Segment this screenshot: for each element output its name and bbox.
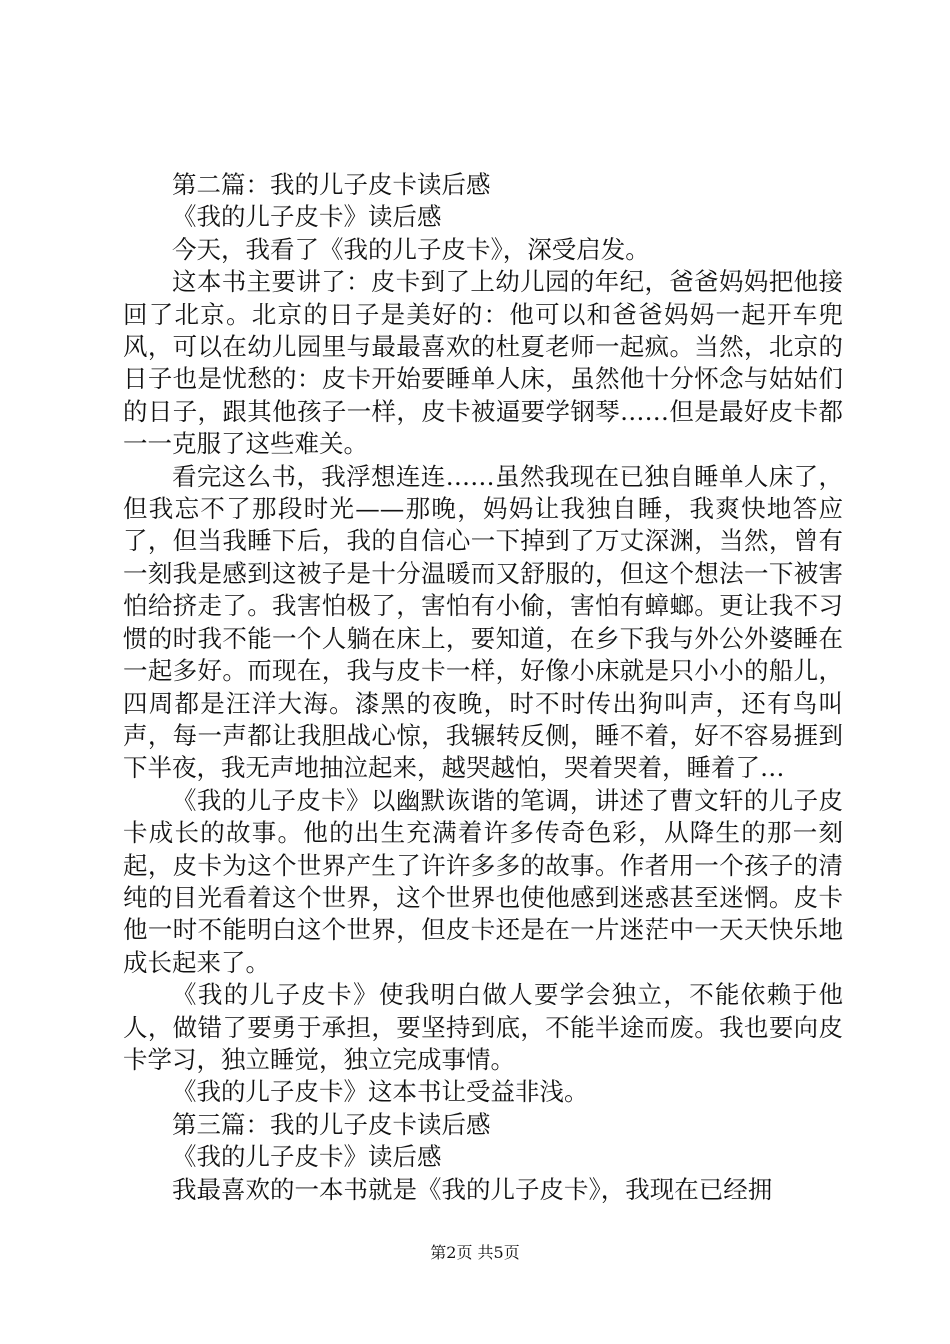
- paragraph: 这本书主要讲了：皮卡到了上幼儿园的年纪，爸爸妈妈把他接回了北京。北京的日子是美好的：他可以和爸爸妈妈一起开车兜风，可以在幼儿园里与最最喜欢的杜夏老师一起疯。当然，北京的日子也是忧愁的：皮卡开始要睡单人床，虽然他十分怀念与姑姑们的日子，跟其他孩子一样，皮卡被逼要学钢琴……但是最好皮卡都一一克服了这些难关。: [123, 267, 843, 459]
- page-number-footer: 第2页 共5页: [430, 1243, 520, 1262]
- paragraph: 《我的儿子皮卡》使我明白做人要学会独立，不能依赖于他人，做错了要勇于承担，要坚持到底，不能半途而废。我也要向皮卡学习，独立睡觉，独立完成事情。: [123, 980, 843, 1074]
- paragraph: 我最喜欢的一本书就是《我的儿子皮卡》，我现在已经拥: [172, 1174, 773, 1204]
- section-heading: 第二篇：我的儿子皮卡读后感: [172, 170, 491, 199]
- article-title: 《我的儿子皮卡》读后感: [172, 202, 442, 232]
- document-body: [123, 169, 843, 1206]
- paragraph: 看完这么书，我浮想连连……虽然我现在已独自睡单人床了，但我忘不了那段时光——那晚，妈妈让我独自睡，我爽快地答应了，但当我睡下后，我的自信心一下掉到了万丈深渊，当然，曾有一刻我是感到这被子是十分温暖而又舒服的，但这个想法一下被害怕给挤走了。我害怕极了，害怕有小偷，害怕有蟑螂。更让我不习惯的时我不能一个人躺在床上，要知道，在乡下我与外公外婆睡在一起多好。而现在，我与皮卡一样，好像小床就是只小小的船儿，四周都是汪洋大海。漆黑的夜晚，时不时传出狗叫声，还有鸟叫声，每一声都让我胆战心惊，我辗转反侧，睡不着，好不容易捱到下半夜，我无声地抽泣起来，越哭越怕，哭着哭着，睡着了…: [123, 461, 843, 783]
- paragraph: 今天，我看了《我的儿子皮卡》，深受启发。: [172, 234, 650, 264]
- paragraph: 《我的儿子皮卡》以幽默诙谐的笔调，讲述了曹文轩的儿子皮卡成长的故事。他的出生充满着许多传奇色彩，从降生的那一刻起，皮卡为这个世界产生了许许多多的故事。作者用一个孩子的清纯的目光看着这个世界，这个世界也使他感到迷惑甚至迷惘。皮卡他一时不能明白这个世界，但皮卡还是在一片迷茫中一天天快乐地成长起来了。: [123, 785, 843, 977]
- section-heading: 第三篇：我的儿子皮卡读后感: [172, 1109, 491, 1139]
- article-title: 《我的儿子皮卡》读后感: [172, 1142, 442, 1172]
- paragraph: 《我的儿子皮卡》这本书让受益非浅。: [172, 1077, 589, 1107]
